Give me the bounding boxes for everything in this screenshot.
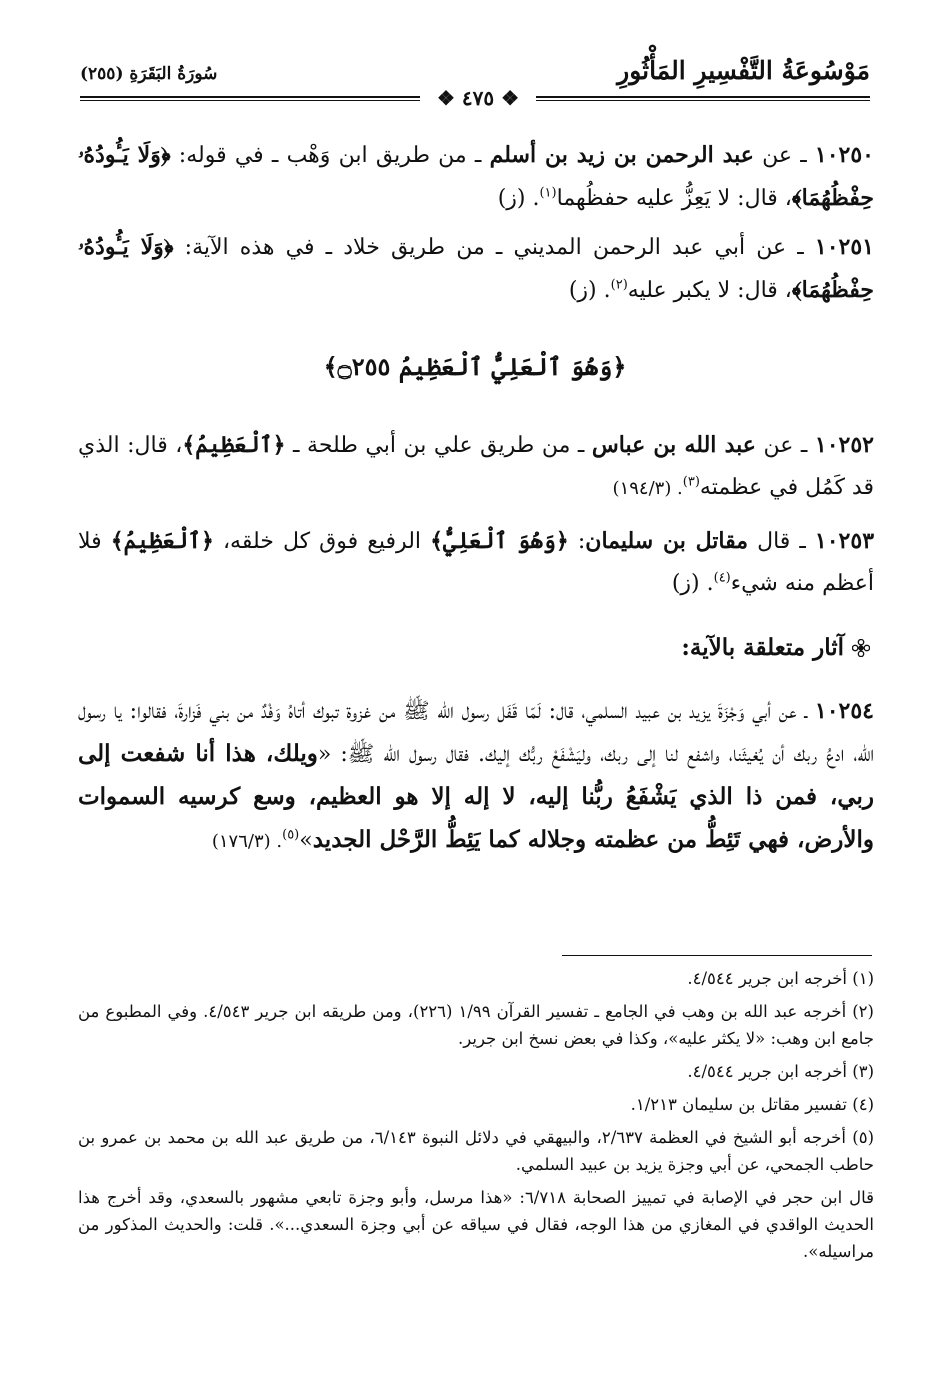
quran-quote: ﴿ٱلْعَظِيمُ﴾: [110, 528, 214, 554]
footnote-marker: (٢): [610, 277, 628, 293]
entry-text: ، قال: الذي قد كَمُل في عظمته: [78, 433, 874, 500]
entry-text: :: [568, 529, 586, 554]
entry-number: ١٠٢٥٣: [814, 528, 875, 554]
entry-text: »: [299, 828, 313, 853]
entry-text: ـ عن: [753, 143, 815, 168]
entry-text: ـ من طريق ابن وَهْب ـ في قوله:: [170, 143, 490, 168]
entry-number: ١٠٢٥٤: [814, 698, 874, 724]
entry-text: ، قال: لا يكبر عليه: [627, 278, 792, 303]
quran-quote: ﴿ٱلْعَظِيمُ﴾: [182, 432, 286, 458]
quran-quote: ﴿وَلَا يَـُٔودُهُۥ حِفْظُهُمَا﴾: [78, 234, 874, 303]
footnote-separator: [562, 955, 872, 956]
entry-text: الرفيع فوق كل خلقه،: [213, 529, 431, 554]
entry-text: ـ عن: [755, 433, 815, 458]
narrator-name: عبد الرحمن بن زيد بن أسلم: [489, 142, 754, 168]
entry-text: . (ز): [671, 571, 714, 596]
footnote: (٢) أخرجه عبد الله بن وهب في الجامع ـ تفسير القرآن ١/٩٩ (٢٢٦)، ومن طريقه ابن جرير ٤/٥٤٣. وفي المطبوع من جامع ابن وهب: «لا يكثر عليه»، وكذا في بعض نسخ ابن جرير.: [78, 1002, 874, 1048]
entry-text: ـ عن أبي وَجْزَةَ يزيد بن عبيد السلمي، قال: لَمّا قَفَل رسول الله ﷺ من غزوة تبوك أتاهُ وَفْدٌ من بني فَزارةَ، فقالوا: يا رسول الله، ادعُ ربك أن يُغيثَنا، واشفع لنا إلى ربك، وليَشْفَعْ ربُّك إليك. فقال رسول الله ﷺ: «: [78, 699, 874, 767]
narrator-name: مقاتل بن سليمان: [585, 528, 748, 554]
footnote: قال ابن حجر في الإصابة في تمييز الصحابة ٦/٧١٨: «هذا مرسل، وأبو وجزة تابعي مشهور بالسعدي، وقد أخرج هذا الحديث الواقدي في المغازي من هذا الوجه، فقال في سياقه عن أبي وجزة السعدي...». قلت: والحديث المذكور من مراسيله».: [78, 1188, 875, 1261]
section-title: آثار متعلقة بالآية:: [681, 634, 844, 661]
entry-text: . (ز): [568, 278, 611, 303]
footnotes: [78, 965, 874, 1271]
footnote-marker: (٣): [682, 474, 700, 490]
footnote: (٤) تفسير مقاتل بن سليمان ١/٢١٣.: [630, 1095, 874, 1114]
verse-heading: ﴿وَهُوَ ٱلْعَلِيُّ ٱلْعَظِيمُ ۝٢٥٥﴾: [323, 352, 627, 381]
volume-reference: . (١٧٦/٣): [211, 831, 283, 852]
entry-10250: [78, 134, 874, 220]
entry-number: ١٠٢٥٠: [814, 142, 874, 168]
footnote: (١) أخرجه ابن جرير ٤/٥٤٤.: [687, 969, 874, 988]
section-heading: [80, 634, 870, 661]
quran-quote: ﴿وَلَا يَـُٔودُهُۥ حِفْظُهُمَا﴾: [78, 142, 874, 211]
entry-text: ـ عن أبي عبد الرحمن المديني ـ من طريق خلاد ـ في هذه الآية:: [173, 235, 815, 260]
entry-10254: [78, 690, 874, 863]
entry-text: . (ز): [497, 186, 540, 211]
footnote-marker: (٤): [713, 570, 731, 586]
volume-reference: . (١٩٤/٣): [612, 478, 683, 499]
ornament-right-icon: ❖: [501, 86, 520, 110]
entry-10252: [78, 424, 874, 510]
narrator-name: عبد الله بن عباس: [591, 432, 756, 458]
entry-10253: [78, 520, 874, 605]
footnote: (٥) أخرجه أبو الشيخ في العظمة ٢/٦٣٧، والبيهقي في دلائل النبوة ٦/١٤٣، من طريق عبد الله بن محمد بن عمرو بن حاطب الجمحي، عن أبي وجزة يزيد بن عبيد السلمي.: [78, 1128, 874, 1174]
page-number: ٤٧٥: [461, 86, 495, 110]
book-title: مَوْسُوعَةُ التَّفْسِيرِ المَأْثُورِ: [617, 56, 870, 85]
footnote-marker: (١): [539, 185, 557, 201]
entry-number: ١٠٢٥١: [814, 234, 874, 260]
page-number-ornament: [420, 84, 536, 112]
entry-10251: [78, 226, 874, 312]
surah-reference: سُورَةُ البَقَرَةِ (٢٥٥): [80, 64, 218, 84]
entry-text: فلا أعظم منه شيء: [78, 529, 874, 596]
flower-ornament-icon: [852, 639, 870, 657]
footnote-marker: (٥): [282, 827, 300, 843]
entry-text: ـ قال: [748, 529, 815, 554]
entry-text: ـ من طريق علي بن أبي طلحة ـ: [285, 433, 592, 458]
ornament-left-icon: ❖: [436, 86, 455, 110]
hadith-text: ويلك، هذا أنا شفعت إلى ربي، فمن ذا الذي يَشْفَعُ ربُّنا إليه، لا إله إلا هو العظيم، وسع كرسيه السموات والأرض، فهي تَئِطُّ من عظمته وجلاله كما يَئِطُّ الرَّحْل الجديد: [78, 740, 874, 853]
entry-text: ، قال: لا يَعِزُّ عليه حفظُهما: [556, 186, 792, 211]
entry-number: ١٠٢٥٢: [814, 432, 874, 458]
footnote: (٣) أخرجه ابن جرير ٤/٥٤٤.: [687, 1062, 874, 1081]
quran-quote: ﴿وَهُوَ ٱلْعَلِيُّ﴾: [430, 528, 569, 554]
